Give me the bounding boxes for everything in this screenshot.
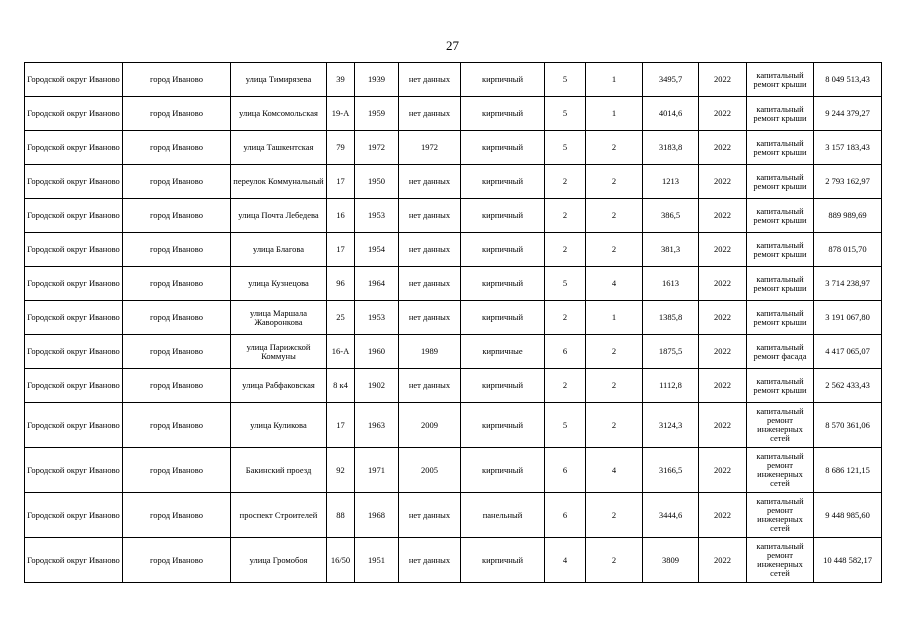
planned-year-cell: 2022	[699, 335, 747, 369]
work-type-cell: капитальный ремонт инженерных сетей	[747, 403, 814, 448]
planned-year-cell: 2022	[699, 165, 747, 199]
year-built-cell: 1953	[355, 301, 399, 335]
city-cell: город Иваново	[123, 267, 231, 301]
floors-cell: 2	[545, 301, 586, 335]
entrances-cell: 2	[586, 131, 643, 165]
street-cell: улица Маршала Жаворонкова	[231, 301, 327, 335]
district-cell: Городской округ Иваново	[25, 267, 123, 301]
year-built-cell: 1951	[355, 538, 399, 583]
last-overhaul-cell: нет данных	[399, 267, 461, 301]
area-cell: 1613	[643, 267, 699, 301]
house-number-cell: 88	[327, 493, 355, 538]
last-overhaul-cell: нет данных	[399, 493, 461, 538]
street-cell: улица Громобоя	[231, 538, 327, 583]
district-cell: Городской округ Иваново	[25, 301, 123, 335]
table-row	[25, 267, 882, 301]
cost-cell: 9 244 379,27	[814, 97, 882, 131]
entrances-cell: 1	[586, 97, 643, 131]
year-built-cell: 1968	[355, 493, 399, 538]
page-number: 27	[446, 38, 459, 53]
planned-year-cell: 2022	[699, 97, 747, 131]
table-row	[25, 448, 882, 493]
district-cell: Городской округ Иваново	[25, 131, 123, 165]
last-overhaul-cell: 2005	[399, 448, 461, 493]
area-cell: 3124,3	[643, 403, 699, 448]
city-cell: город Иваново	[123, 301, 231, 335]
area-cell: 3809	[643, 538, 699, 583]
wall-material-cell: кирпичный	[461, 538, 545, 583]
wall-material-cell: кирпичный	[461, 233, 545, 267]
district-cell: Городской округ Иваново	[25, 538, 123, 583]
work-type-cell: капитальный ремонт крыши	[747, 97, 814, 131]
house-number-cell: 25	[327, 301, 355, 335]
year-built-cell: 1902	[355, 369, 399, 403]
last-overhaul-cell: нет данных	[399, 233, 461, 267]
year-built-cell: 1953	[355, 199, 399, 233]
city-cell: город Иваново	[123, 403, 231, 448]
city-cell: город Иваново	[123, 335, 231, 369]
floors-cell: 5	[545, 403, 586, 448]
street-cell: улица Кузнецова	[231, 267, 327, 301]
cost-cell: 8 686 121,15	[814, 448, 882, 493]
street-cell: улица Куликова	[231, 403, 327, 448]
housing-repair-table	[24, 62, 882, 583]
table-row	[25, 233, 882, 267]
entrances-cell: 2	[586, 165, 643, 199]
area-cell: 3183,8	[643, 131, 699, 165]
area-cell: 1385,8	[643, 301, 699, 335]
cost-cell: 3 157 183,43	[814, 131, 882, 165]
planned-year-cell: 2022	[699, 63, 747, 97]
house-number-cell: 79	[327, 131, 355, 165]
house-number-cell: 19-А	[327, 97, 355, 131]
last-overhaul-cell: нет данных	[399, 97, 461, 131]
wall-material-cell: кирпичный	[461, 448, 545, 493]
work-type-cell: капитальный ремонт крыши	[747, 63, 814, 97]
table-row	[25, 301, 882, 335]
area-cell: 3444,6	[643, 493, 699, 538]
work-type-cell: капитальный ремонт крыши	[747, 199, 814, 233]
district-cell: Городской округ Иваново	[25, 199, 123, 233]
work-type-cell: капитальный ремонт крыши	[747, 301, 814, 335]
district-cell: Городской округ Иваново	[25, 97, 123, 131]
area-cell: 4014,6	[643, 97, 699, 131]
year-built-cell: 1964	[355, 267, 399, 301]
cost-cell: 3 191 067,80	[814, 301, 882, 335]
cost-cell: 8 570 361,06	[814, 403, 882, 448]
cost-cell: 9 448 985,60	[814, 493, 882, 538]
floors-cell: 2	[545, 369, 586, 403]
year-built-cell: 1959	[355, 97, 399, 131]
district-cell: Городской округ Иваново	[25, 335, 123, 369]
street-cell: улица Тимирязева	[231, 63, 327, 97]
house-number-cell: 16	[327, 199, 355, 233]
entrances-cell: 4	[586, 448, 643, 493]
district-cell: Городской округ Иваново	[25, 448, 123, 493]
area-cell: 386,5	[643, 199, 699, 233]
area-cell: 381,3	[643, 233, 699, 267]
last-overhaul-cell: 2009	[399, 403, 461, 448]
work-type-cell: капитальный ремонт инженерных сетей	[747, 448, 814, 493]
district-cell: Городской округ Иваново	[25, 165, 123, 199]
floors-cell: 2	[545, 165, 586, 199]
table-row	[25, 97, 882, 131]
planned-year-cell: 2022	[699, 493, 747, 538]
floors-cell: 5	[545, 267, 586, 301]
house-number-cell: 17	[327, 165, 355, 199]
floors-cell: 4	[545, 538, 586, 583]
wall-material-cell: кирпичный	[461, 199, 545, 233]
cost-cell: 8 049 513,43	[814, 63, 882, 97]
table-row	[25, 538, 882, 583]
house-number-cell: 8 к4	[327, 369, 355, 403]
table-row	[25, 131, 882, 165]
entrances-cell: 4	[586, 267, 643, 301]
planned-year-cell: 2022	[699, 131, 747, 165]
city-cell: город Иваново	[123, 97, 231, 131]
floors-cell: 5	[545, 131, 586, 165]
cost-cell: 2 793 162,97	[814, 165, 882, 199]
house-number-cell: 96	[327, 267, 355, 301]
floors-cell: 5	[545, 97, 586, 131]
cost-cell: 2 562 433,43	[814, 369, 882, 403]
table-body	[25, 63, 882, 583]
last-overhaul-cell: 1989	[399, 335, 461, 369]
street-cell: улица Парижской Коммуны	[231, 335, 327, 369]
city-cell: город Иваново	[123, 448, 231, 493]
house-number-cell: 16-А	[327, 335, 355, 369]
work-type-cell: капитальный ремонт крыши	[747, 131, 814, 165]
work-type-cell: капитальный ремонт крыши	[747, 165, 814, 199]
table-row	[25, 403, 882, 448]
table-row	[25, 199, 882, 233]
wall-material-cell: кирпичный	[461, 301, 545, 335]
work-type-cell: капитальный ремонт крыши	[747, 267, 814, 301]
last-overhaul-cell: нет данных	[399, 199, 461, 233]
city-cell: город Иваново	[123, 233, 231, 267]
cost-cell: 878 015,70	[814, 233, 882, 267]
floors-cell: 6	[545, 493, 586, 538]
city-cell: город Иваново	[123, 369, 231, 403]
table-row	[25, 335, 882, 369]
street-cell: улица Комсомольская	[231, 97, 327, 131]
wall-material-cell: кирпичный	[461, 165, 545, 199]
house-number-cell: 17	[327, 233, 355, 267]
area-cell: 1112,8	[643, 369, 699, 403]
wall-material-cell: кирпичный	[461, 97, 545, 131]
planned-year-cell: 2022	[699, 199, 747, 233]
cost-cell: 889 989,69	[814, 199, 882, 233]
entrances-cell: 2	[586, 233, 643, 267]
table-row	[25, 493, 882, 538]
year-built-cell: 1939	[355, 63, 399, 97]
wall-material-cell: кирпичный	[461, 369, 545, 403]
wall-material-cell: кирпичный	[461, 63, 545, 97]
work-type-cell: капитальный ремонт фасада	[747, 335, 814, 369]
year-built-cell: 1972	[355, 131, 399, 165]
entrances-cell: 1	[586, 301, 643, 335]
house-number-cell: 17	[327, 403, 355, 448]
floors-cell: 5	[545, 63, 586, 97]
floors-cell: 6	[545, 448, 586, 493]
work-type-cell: капитальный ремонт крыши	[747, 233, 814, 267]
year-built-cell: 1950	[355, 165, 399, 199]
area-cell: 1213	[643, 165, 699, 199]
floors-cell: 2	[545, 233, 586, 267]
street-cell: переулок Коммунальный	[231, 165, 327, 199]
work-type-cell: капитальный ремонт крыши	[747, 369, 814, 403]
planned-year-cell: 2022	[699, 538, 747, 583]
city-cell: город Иваново	[123, 493, 231, 538]
district-cell: Городской округ Иваново	[25, 233, 123, 267]
floors-cell: 6	[545, 335, 586, 369]
cost-cell: 3 714 238,97	[814, 267, 882, 301]
cost-cell: 4 417 065,07	[814, 335, 882, 369]
street-cell: улица Благова	[231, 233, 327, 267]
area-cell: 3495,7	[643, 63, 699, 97]
planned-year-cell: 2022	[699, 267, 747, 301]
house-number-cell: 16/50	[327, 538, 355, 583]
year-built-cell: 1954	[355, 233, 399, 267]
planned-year-cell: 2022	[699, 403, 747, 448]
planned-year-cell: 2022	[699, 301, 747, 335]
street-cell: улица Ташкентская	[231, 131, 327, 165]
entrances-cell: 2	[586, 493, 643, 538]
work-type-cell: капитальный ремонт инженерных сетей	[747, 538, 814, 583]
year-built-cell: 1963	[355, 403, 399, 448]
city-cell: город Иваново	[123, 131, 231, 165]
city-cell: город Иваново	[123, 165, 231, 199]
year-built-cell: 1960	[355, 335, 399, 369]
entrances-cell: 2	[586, 403, 643, 448]
area-cell: 1875,5	[643, 335, 699, 369]
entrances-cell: 2	[586, 369, 643, 403]
street-cell: улица Почта Лебедева	[231, 199, 327, 233]
table-row	[25, 63, 882, 97]
city-cell: город Иваново	[123, 538, 231, 583]
district-cell: Городской округ Иваново	[25, 63, 123, 97]
house-number-cell: 92	[327, 448, 355, 493]
last-overhaul-cell: нет данных	[399, 165, 461, 199]
district-cell: Городской округ Иваново	[25, 369, 123, 403]
last-overhaul-cell: нет данных	[399, 301, 461, 335]
city-cell: город Иваново	[123, 199, 231, 233]
last-overhaul-cell: нет данных	[399, 369, 461, 403]
last-overhaul-cell: 1972	[399, 131, 461, 165]
entrances-cell: 2	[586, 538, 643, 583]
planned-year-cell: 2022	[699, 233, 747, 267]
wall-material-cell: кирпичный	[461, 403, 545, 448]
wall-material-cell: панельный	[461, 493, 545, 538]
street-cell: проспект Строителей	[231, 493, 327, 538]
street-cell: улица Рабфаковская	[231, 369, 327, 403]
year-built-cell: 1971	[355, 448, 399, 493]
wall-material-cell: кирпичный	[461, 131, 545, 165]
table-row	[25, 165, 882, 199]
area-cell: 3166,5	[643, 448, 699, 493]
entrances-cell: 2	[586, 335, 643, 369]
city-cell: город Иваново	[123, 63, 231, 97]
planned-year-cell: 2022	[699, 448, 747, 493]
entrances-cell: 2	[586, 199, 643, 233]
planned-year-cell: 2022	[699, 369, 747, 403]
district-cell: Городской округ Иваново	[25, 403, 123, 448]
house-number-cell: 39	[327, 63, 355, 97]
table-row	[25, 369, 882, 403]
wall-material-cell: кирпичные	[461, 335, 545, 369]
last-overhaul-cell: нет данных	[399, 63, 461, 97]
entrances-cell: 1	[586, 63, 643, 97]
district-cell: Городской округ Иваново	[25, 493, 123, 538]
floors-cell: 2	[545, 199, 586, 233]
last-overhaul-cell: нет данных	[399, 538, 461, 583]
street-cell: Бакинский проезд	[231, 448, 327, 493]
cost-cell: 10 448 582,17	[814, 538, 882, 583]
work-type-cell: капитальный ремонт инженерных сетей	[747, 493, 814, 538]
wall-material-cell: кирпичный	[461, 267, 545, 301]
